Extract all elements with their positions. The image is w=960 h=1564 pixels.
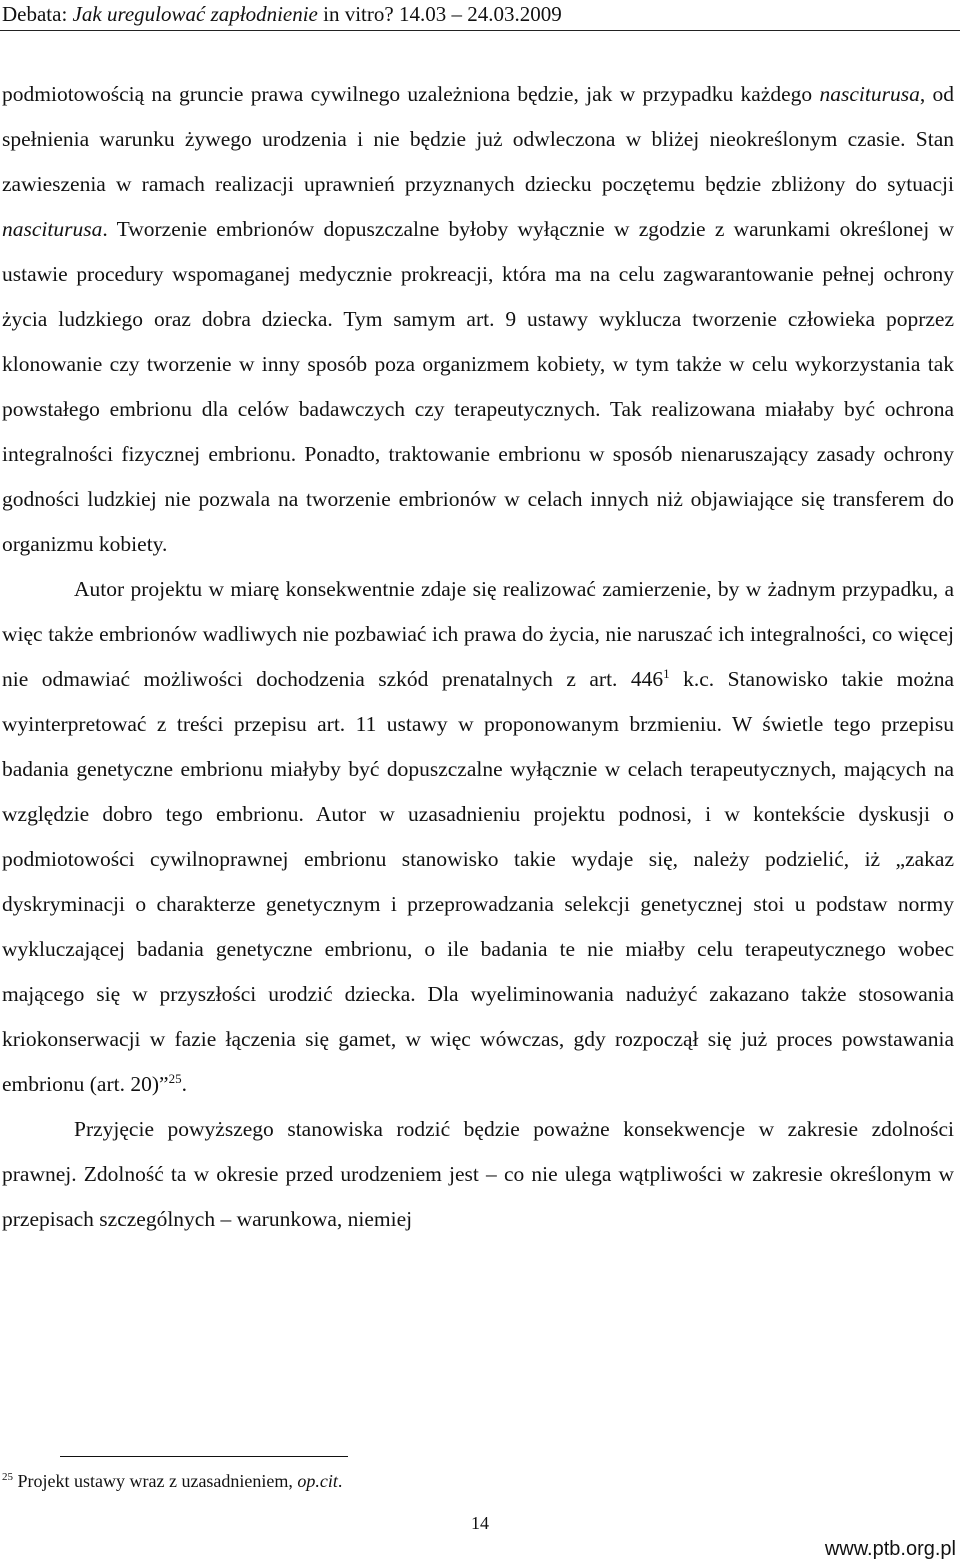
header-prefix: Debata: — [2, 2, 73, 26]
paragraph-3-text: Przyjęcie powyższego stanowiska rodzić będzie poważne konsekwencje w zakresie zdolności prawnej. Zdolność ta w okresie przed urodzeniem jest – co nie ulega wątpliwości w zakresie określonym w przepisach szczególnych – warunkowa, niemiej — [2, 1117, 954, 1231]
header-divider — [0, 30, 960, 31]
paragraph-1-text-c: . Tworzenie embrionów dopuszczalne byłoby wyłącznie w zgodzie z warunkami określonej w ustawie procedury wspomaganej medycznie prokreacji, która ma na celu zagwarantowanie pełnej ochrony życia ludzkiego oraz dobra dziecka. Tym samym art. 9 ustawy wyklucza tworzenie człowieka poprzez klonowanie czy tworzenie w inny sposób poza organizmem kobiety, w tym także w celu wykorzystania tak powstałego embrionu dla celów badawczych czy terapeutycznych. Tak realizowana miałaby być ochrona integralności fizycznej embrionu. Ponadto, traktowanie embrionu w sposób nienaruszający zasady ochrony godności ludzkiej nie pozwala na tworzenie embrionów w celach innych niż objawiające się transferem do organizmu kobiety. — [2, 217, 954, 556]
footnote-text: Projekt ustawy wraz z uzasadnieniem, — [13, 1471, 298, 1491]
paragraph-1-text-a: podmiotowością na gruncie prawa cywilnego uzależniona będzie, jak w przypadku każdego — [2, 82, 820, 106]
page-number: 14 — [471, 1513, 489, 1533]
footnote-end: . — [337, 1471, 343, 1491]
footnote-number: 25 — [2, 1471, 13, 1483]
article-superscript: 1 — [663, 665, 670, 681]
page-header — [2, 0, 562, 28]
paragraph-1-term-b: nasciturusa — [2, 217, 103, 241]
footnote-divider — [60, 1456, 348, 1457]
paragraph-1 — [2, 72, 954, 567]
paragraph-2-text-c: . — [181, 1072, 187, 1096]
footnote-reference[interactable]: 25 — [168, 1070, 182, 1086]
header-dates: in vitro? 14.03 – 24.03.2009 — [317, 2, 562, 26]
paragraph-1-term-a: nasciturusa — [819, 82, 920, 106]
document-body — [2, 72, 954, 1242]
website-link[interactable]: www.ptb.org.pl — [824, 1538, 956, 1560]
header-title: Jak uregulować zapłodnienie — [72, 2, 318, 26]
paragraph-2 — [2, 567, 954, 1107]
paragraph-2-text-b: k.c. Stanowisko takie można wyinterpretować z treści przepisu art. 11 ustawy w proponowanym brzmieniu. W świetle tego przepisu badania genetyczne embrionu miałyby być dopuszczalne wyłącznie w celach terapeutycznych, mających na względzie dobro tego embrionu. Autor w uzasadnieniu projektu podnosi, i w kontekście dyskusji o podmiotowości cywilnoprawnej embrionu stanowisko takie wydaje się, należy podzielić, iż „zakaz dyskryminacji o charakterze genetycznym i przeprowadzania selekcji genetycznej stoi u podstaw normy wykluczającej badania genetyczne embrionu, o ile badania te nie miałby celu terapeutycznego wobec mającego się w przyszłości urodzić dziecka. Dla wyeliminowania nadużyć zakazano także stosowania kriokonserwacji w fazie łączenia się gamet, w więc wówczas, gdy rozpoczął się już proces powstawania embrionu (art. 20)” — [2, 667, 954, 1096]
paragraph-3 — [2, 1107, 954, 1242]
footnote-citation: op.cit — [297, 1471, 338, 1491]
paragraph-2-text-a: Autor projektu w miarę konsekwentnie zdaje się realizować zamierzenie, by w żadnym przypadku, a więc także embrionów wadliwych nie pozbawiać ich prawa do życia, nie naruszać ich integralności, co więcej nie odmawiać możliwości dochodzenia szkód prenatalnych z art. 446 — [2, 577, 954, 691]
footnote — [2, 1468, 342, 1494]
paragraph-1-text-b: , od spełnienia warunku żywego urodzenia i nie będzie już odwleczona w bliżej nieokreślonym czasie. Stan zawieszenia w ramach realizacji uprawnień przyznanych dziecku poczętemu będzie zbliżony do sytuacji — [2, 82, 954, 196]
